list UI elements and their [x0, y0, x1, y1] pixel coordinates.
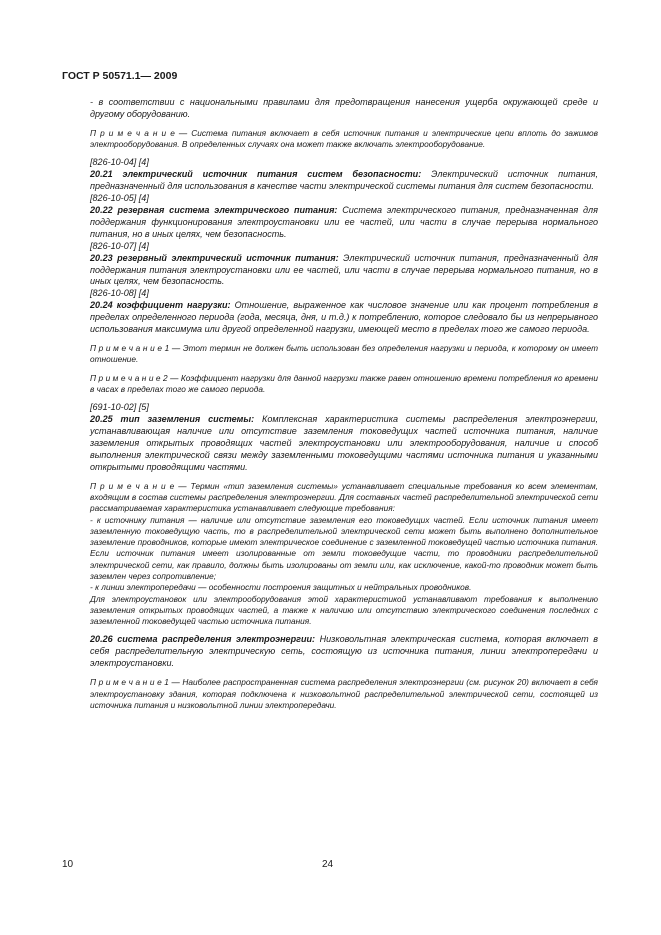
note-paragraph: [90, 128, 598, 151]
definition-text: Отношение, выраженное как числовое значение или как процент потребления в пределах определенного периода (года, месяца, дня, и т.д.) к потреблению, которое следовало бы из непрерывного использования максимума или другой определенной нагрузки, имеющей место в пределах того же самого периода.: [90, 300, 598, 335]
reference-text: [826-10-04] [4]: [90, 157, 149, 168]
note-paragraph: [90, 373, 598, 396]
reference-text: [826-10-07] [4]: [90, 240, 149, 251]
note-text: — Наиболее распространенная система распределения электроэнергии (см. рисунок 20) включает в себя электроустановку здания, которая подключена к низковольтной распределительной электрической сети, состоящей из источника питания и низковольтной линии электропередачи.: [90, 677, 598, 710]
note-continuation: [90, 594, 598, 628]
term-definition: [90, 414, 598, 474]
reference-text: [691-10-02] [5]: [90, 402, 149, 413]
document-body: [90, 97, 598, 711]
reference-line: [90, 402, 598, 414]
term-heading: 20.25 тип заземления системы:: [90, 414, 255, 425]
reference-line: [90, 193, 598, 205]
note-label: П р и м е ч а н и е 1: [90, 677, 169, 688]
note-paragraph: [90, 343, 598, 366]
note-text: — Система питания включает в себя источник питания и электрические цепи вплоть до зажимов электрооборудования. В определенных случаях она может также включать электрооборудование.: [90, 127, 598, 150]
page-number-left: 10: [62, 859, 74, 870]
note-text: - к источнику питания — наличие или отсутствие заземления его токоведущих частей. Если источник питания имеет заземленную токоведущую часть, то в распределительной электрической сети может быть выполнено дополнительное заземление проводников, которые имеют электрическое соединение с заземленной токоведущей частью источника питания. Если источник питания имеет изолированные от земли токоведущие части, то проводники распределительной электрической сети, как правило, должны быть изолированы от земли или, как исключение, какой-то проводник может быть заземлен через сопротивление;: [90, 514, 598, 581]
term-heading: 20.24 коэффициент нагрузки:: [90, 300, 231, 311]
note-paragraph: [90, 481, 598, 515]
reference-line: [90, 241, 598, 253]
definition-text: Комплексная характеристика системы распределения электроэнергии, устанавливающая наличие или отсутствие заземления токоведущих частей источника питания, наличие заземления открытых проводящих частей электроустановки или электрооборудования, наличие и способ выполнения электрической связи между заземленными токоведущими частями источника питания и указанными открытыми проводящими частями.: [90, 414, 598, 472]
doc-header: ГОСТ Р 50571.1— 2009: [62, 70, 178, 82]
term-definition: [90, 205, 598, 241]
term-heading: 20.23 резервный электрический источник питания:: [90, 252, 339, 263]
reference-line: [90, 157, 598, 169]
definition-text: Система электрического питания, предназначенная для поддержания функционирования электроустановки или ее частей, или части в случае перерыва нормального питания, но в иных целях, чем безопасность.: [90, 205, 598, 239]
note-label: П р и м е ч а н и е 2: [90, 372, 168, 383]
note-text: — Этот термин не должен быть использован без определения нагрузки и периода, к которому он имеет отношение.: [90, 343, 598, 365]
term-heading: 20.26 система распределения электроэнергии:: [90, 634, 316, 645]
term-definition: [90, 634, 598, 670]
paragraph-text: - в соответствии с национальными правилами для предотвращения нанесения ущерба окружающей среде и другому оборудованию.: [90, 97, 598, 119]
reference-text: [826-10-08] [4]: [90, 288, 149, 299]
term-definition: [90, 253, 598, 289]
reference-text: [826-10-05] [4]: [90, 193, 149, 204]
body-paragraph: [90, 97, 598, 121]
note-text: — Термин «тип заземления системы» устанавливает специальные требования ко всем элементам, входящим в состав системы распределения электроэнергии. Для составных частей распределительной электрической сети рассматриваемая характеристика устанавливает следующие требования:: [90, 480, 598, 514]
note-continuation: [90, 515, 598, 583]
note-text: - к линии электропередачи — особенности построения защитных и нейтральных проводников.: [90, 582, 472, 593]
note-label: П р и м е ч а н и е 1: [90, 343, 170, 353]
definition-text: Электрический источник питания, предназначенный для поддержания питания электроустановки или ее частей, или части в случае перерыва нормального питания, но в иных целях, чем безопасность.: [90, 252, 598, 287]
term-heading: 20.22 резервная система электрического питания:: [90, 205, 338, 216]
note-text: — Коэффициент нагрузки для данной нагрузки также равен отношению времени потребления ко времени в часах в пределах того же самого периода.: [90, 372, 598, 394]
note-continuation: [90, 582, 598, 593]
note-text: Для электроустановок или электрооборудования этой характеристикой устанавливают требования к выполнению заземления открытых проводящих частей, а также к наличию или отсутствию электрического соединения последних с заземленной токоведущей частью источника питания.: [90, 593, 598, 627]
reference-line: [90, 288, 598, 300]
page-number-center: 24: [322, 859, 334, 870]
term-definition: [90, 300, 598, 336]
term-heading: 20.21 электрический источник питания систем безопасности:: [90, 169, 422, 180]
term-definition: [90, 169, 598, 193]
note-label: П р и м е ч а н и е: [90, 480, 175, 491]
note-label: П р и м е ч а н и е: [90, 127, 175, 138]
note-paragraph: [90, 677, 598, 711]
definition-text: Электрический источник питания, предназначенный для использования в качестве части электрической системы питания для систем безопасности.: [90, 169, 599, 192]
definition-text: Низковольтная электрическая система, которая включает в себя распределительную электрическую сеть, состоящую из источника питания, линии электропередачи и электроустановки.: [90, 634, 599, 669]
